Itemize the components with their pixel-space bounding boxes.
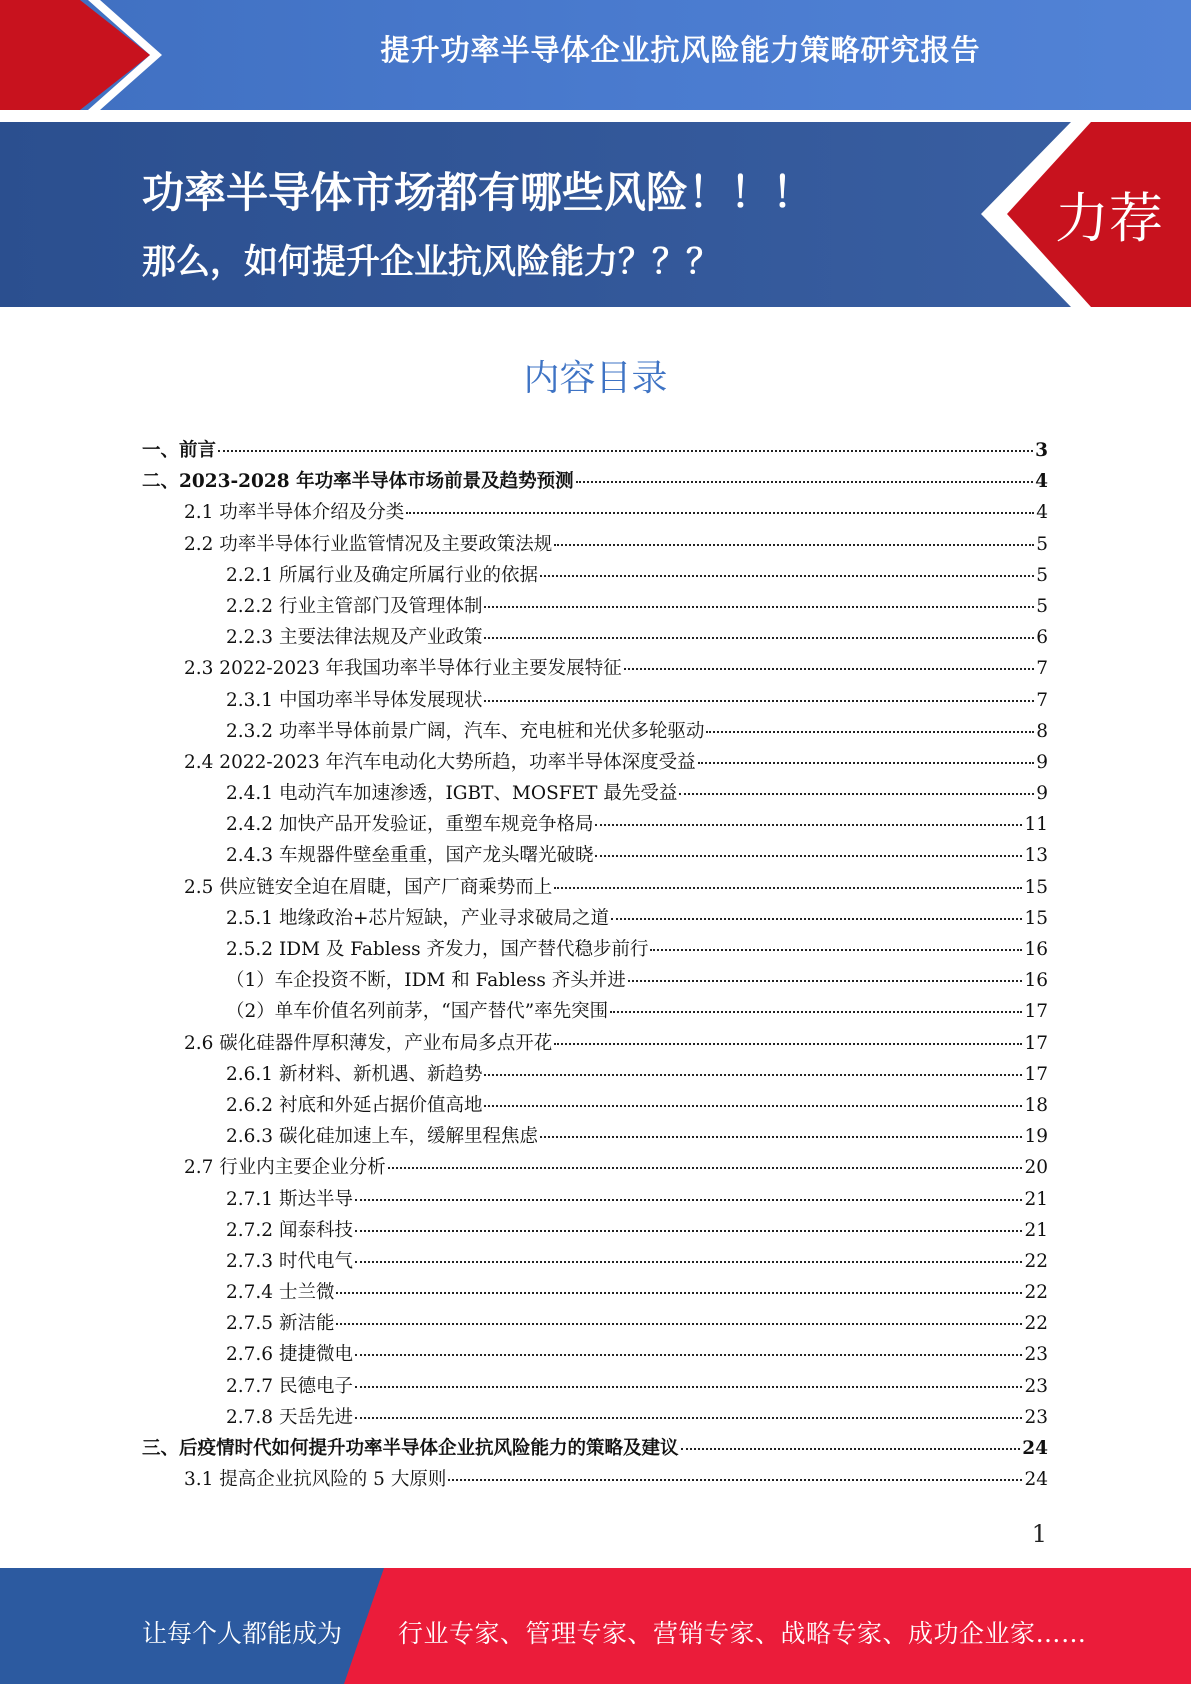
toc-entry-title: 2.5.1 地缘政治+芯片短缺，产业寻求破局之道: [226, 907, 609, 929]
toc-entry-page: 17: [1024, 1032, 1048, 1054]
toc-entry-title: 3.1 提高企业抗风险的 5 大原则: [184, 1469, 447, 1491]
toc-entry-title: 2.4.2 加快产品开发验证，重塑车规竞争格局: [226, 814, 594, 836]
toc-entry-title: 一、前言: [142, 440, 217, 461]
toc-entry[interactable]: [142, 1340, 1048, 1371]
hero-subheadline: 那么，如何提升企业抗风险能力？？？: [142, 242, 720, 282]
toc-leader-dots: [628, 979, 1023, 982]
toc-entry-page: 22: [1024, 1250, 1048, 1272]
toc-leader-dots: [336, 1322, 1022, 1325]
toc-leader-dots: [484, 605, 1034, 608]
toc-entry[interactable]: [142, 1403, 1048, 1434]
toc-entry-page: 23: [1024, 1344, 1048, 1366]
toc-entry[interactable]: [142, 654, 1048, 685]
toc-entry-page: 22: [1024, 1313, 1048, 1335]
toc-entry-title: 2.7.6 捷捷微电: [226, 1344, 353, 1366]
toc-entry[interactable]: [142, 1122, 1048, 1153]
toc-leader-dots: [595, 823, 1022, 826]
toc-entry-title: 2.4.1 电动汽车加速渗透，IGBT、MOSFET 最先受益: [226, 783, 678, 805]
toc-entry[interactable]: [142, 1434, 1048, 1465]
toc-entry-title: 2.7.2 闻泰科技: [226, 1219, 353, 1241]
toc-entry[interactable]: [142, 1309, 1048, 1340]
toc-entry-page: 11: [1024, 814, 1048, 836]
toc-entry-page: 15: [1024, 876, 1048, 898]
footer-slogan: 行业专家、管理专家、营销专家、战略专家、成功企业家……: [398, 1619, 1087, 1648]
toc-entry-title: 2.5.2 IDM 及 Fabless 齐发力，国产替代稳步前行: [226, 939, 649, 960]
toc-entry-page: 16: [1024, 939, 1048, 960]
toc-leader-dots: [679, 792, 1034, 795]
toc-entry[interactable]: [142, 935, 1048, 966]
toc-entry[interactable]: [142, 1185, 1048, 1216]
toc-leader-dots: [681, 1447, 1021, 1450]
toc-entry-title: 2.3.2 功率半导体前景广阔，汽车、充电桩和光伏多轮驱动: [226, 720, 705, 742]
report-title: 提升功率半导体企业抗风险能力策略研究报告: [380, 33, 981, 67]
toc-entry-page: 5: [1036, 595, 1048, 617]
toc-entry[interactable]: [142, 467, 1048, 498]
toc-entry[interactable]: [142, 1372, 1048, 1403]
toc-leader-dots: [218, 449, 1033, 452]
toc-entry-title: （1）车企投资不断，IDM 和 Fabless 齐头并进: [226, 970, 626, 992]
toc-entry-page: 24: [1024, 1469, 1048, 1491]
toc-entry-page: 8: [1036, 720, 1048, 742]
toc-entry-title: 2.1 功率半导体介绍及分类: [184, 502, 405, 524]
toc-entry[interactable]: [142, 1278, 1048, 1309]
toc-entry-title: 2.6.2 衬底和外延占据价值高地: [226, 1094, 483, 1116]
toc-entry-title: 2.3.1 中国功率半导体发展现状: [226, 689, 483, 711]
page-number: 1: [1031, 1520, 1047, 1548]
toc-entry-page: 4: [1036, 502, 1048, 524]
toc-entry[interactable]: [142, 1060, 1048, 1091]
toc-leader-dots: [484, 636, 1034, 639]
footer-slogan-lead: 让每个人都能成为: [142, 1619, 343, 1648]
toc-leader-dots: [595, 854, 1022, 857]
toc-leader-dots: [698, 761, 1035, 764]
toc-entry[interactable]: [142, 904, 1048, 935]
toc-entry-title: 2.4.3 车规器件壁垒重重，国产龙头曙光破晓: [226, 845, 594, 867]
toc-entry[interactable]: [142, 436, 1048, 467]
toc-entry-page: 7: [1036, 689, 1048, 711]
toc-entry-page: 21: [1024, 1188, 1048, 1210]
toc-leader-dots: [484, 1073, 1022, 1076]
toc-entry-title: 2.7.7 民德电子: [226, 1375, 353, 1397]
toc-leader-dots: [624, 667, 1035, 670]
toc-leader-dots: [611, 917, 1022, 920]
toc-entry[interactable]: [142, 717, 1048, 748]
toc-entry[interactable]: [142, 1029, 1048, 1060]
toc-entry-title: 三、后疫情时代如何提升功率半导体企业抗风险能力的策略及建议: [142, 1438, 679, 1459]
toc-entry-page: 13: [1024, 845, 1048, 867]
toc-leader-dots: [355, 1229, 1023, 1232]
toc-entry[interactable]: [142, 841, 1048, 872]
toc-entry-page: 15: [1024, 907, 1048, 929]
toc-entry-page: 17: [1024, 1063, 1048, 1085]
toc-entry-title: 2.6 碳化硅器件厚积薄发，产业布局多点开花: [184, 1032, 553, 1054]
toc-entry-page: 4: [1035, 471, 1048, 493]
toc-leader-dots: [650, 948, 1022, 951]
toc-leader-dots: [388, 1166, 1023, 1169]
toc-entry-page: 5: [1036, 564, 1048, 586]
toc-entry[interactable]: [142, 1465, 1048, 1496]
toc-entry[interactable]: [142, 1247, 1048, 1278]
toc-leader-dots: [554, 1042, 1022, 1045]
recommend-badge: 力荐: [1055, 187, 1163, 250]
toc-leader-dots: [554, 886, 1022, 889]
toc-entry-page: 3: [1035, 440, 1048, 461]
toc-leader-dots: [355, 1416, 1023, 1419]
toc-leader-dots: [540, 1135, 1022, 1138]
toc-entry-page: 20: [1024, 1157, 1048, 1179]
toc-leader-dots: [355, 1353, 1023, 1356]
toc-entry-title: 2.7 行业内主要企业分析: [184, 1157, 386, 1179]
toc-entry-page: 21: [1024, 1219, 1048, 1241]
toc-leader-dots: [355, 1198, 1023, 1201]
toc-entry[interactable]: [142, 779, 1048, 810]
toc-entry-page: 22: [1024, 1282, 1048, 1304]
toc-entry[interactable]: [142, 561, 1048, 592]
toc-entry[interactable]: [142, 623, 1048, 654]
toc-leader-dots: [355, 1385, 1023, 1388]
toc-leader-dots: [336, 1291, 1022, 1294]
toc-entry-page: 24: [1022, 1438, 1048, 1459]
toc-entry-title: 二、2023-2028 年功率半导体市场前景及趋势预测: [142, 471, 574, 493]
toc-entry-page: 6: [1036, 627, 1048, 649]
toc-entry[interactable]: [142, 592, 1048, 623]
toc-entry-title: 2.7.1 斯达半导: [226, 1188, 353, 1210]
toc-entry-title: 2.7.4 士兰微: [226, 1282, 335, 1304]
toc-entry-page: 18: [1024, 1094, 1048, 1116]
toc-leader-dots: [406, 511, 1034, 514]
toc-entry[interactable]: [142, 997, 1048, 1028]
toc-leader-dots: [540, 574, 1034, 577]
toc-leader-dots: [576, 480, 1034, 483]
toc-entry-page: 5: [1036, 533, 1048, 555]
table-of-contents: [142, 436, 1048, 1496]
toc-leader-dots: [448, 1478, 1022, 1481]
toc-leader-dots: [484, 1104, 1022, 1107]
toc-leader-dots: [706, 730, 1034, 733]
toc-entry-title: 2.3 2022-2023 年我国功率半导体行业主要发展特征: [184, 658, 622, 680]
toc-entry-title: 2.6.3 碳化硅加速上车，缓解里程焦虑: [226, 1126, 538, 1148]
toc-leader-dots: [355, 1260, 1023, 1263]
toc-entry-title: 2.2 功率半导体行业监管情况及主要政策法规: [184, 533, 553, 555]
toc-entry-page: 23: [1024, 1406, 1048, 1428]
toc-entry[interactable]: [142, 810, 1048, 841]
toc-entry-title: 2.2.3 主要法律法规及产业政策: [226, 627, 483, 649]
toc-entry-title: 2.7.3 时代电气: [226, 1250, 353, 1272]
toc-entry-page: 9: [1036, 783, 1048, 805]
toc-entry-title: 2.5 供应链安全迫在眉睫，国产厂商乘势而上: [184, 876, 553, 898]
toc-entry-page: 23: [1024, 1375, 1048, 1397]
toc-entry-page: 17: [1024, 1001, 1048, 1023]
toc-leader-dots: [610, 1010, 1022, 1013]
toc-entry[interactable]: [142, 1153, 1048, 1184]
toc-entry-title: 2.2.2 行业主管部门及管理体制: [226, 595, 483, 617]
toc-entry-title: 2.2.1 所属行业及确定所属行业的依据: [226, 564, 538, 586]
toc-entry[interactable]: [142, 873, 1048, 904]
toc-entry-page: 7: [1036, 658, 1048, 680]
toc-entry[interactable]: [142, 1216, 1048, 1247]
hero-headline: 功率半导体市场都有哪些风险！！！: [142, 168, 815, 217]
toc-leader-dots: [554, 543, 1034, 546]
toc-entry[interactable]: [142, 498, 1048, 529]
toc-entry[interactable]: [142, 530, 1048, 561]
toc-entry[interactable]: [142, 686, 1048, 717]
toc-entry-title: 2.4 2022-2023 年汽车电动化大势所趋，功率半导体深度受益: [184, 751, 696, 773]
toc-entry-page: 19: [1024, 1126, 1048, 1148]
toc-entry[interactable]: [142, 1091, 1048, 1122]
toc-entry-page: 16: [1024, 970, 1048, 992]
toc-leader-dots: [484, 699, 1034, 702]
toc-entry[interactable]: [142, 966, 1048, 997]
toc-entry-title: 2.7.5 新洁能: [226, 1313, 335, 1335]
toc-entry-title: 2.6.1 新材料、新机遇、新趋势: [226, 1063, 483, 1085]
toc-entry[interactable]: [142, 748, 1048, 779]
toc-entry-title: （2）单车价值名列前茅，“国产替代”率先突围: [226, 1001, 609, 1023]
toc-entry-page: 9: [1036, 751, 1048, 773]
toc-heading: 内容目录: [523, 358, 668, 399]
toc-entry-title: 2.7.8 天岳先进: [226, 1406, 353, 1428]
